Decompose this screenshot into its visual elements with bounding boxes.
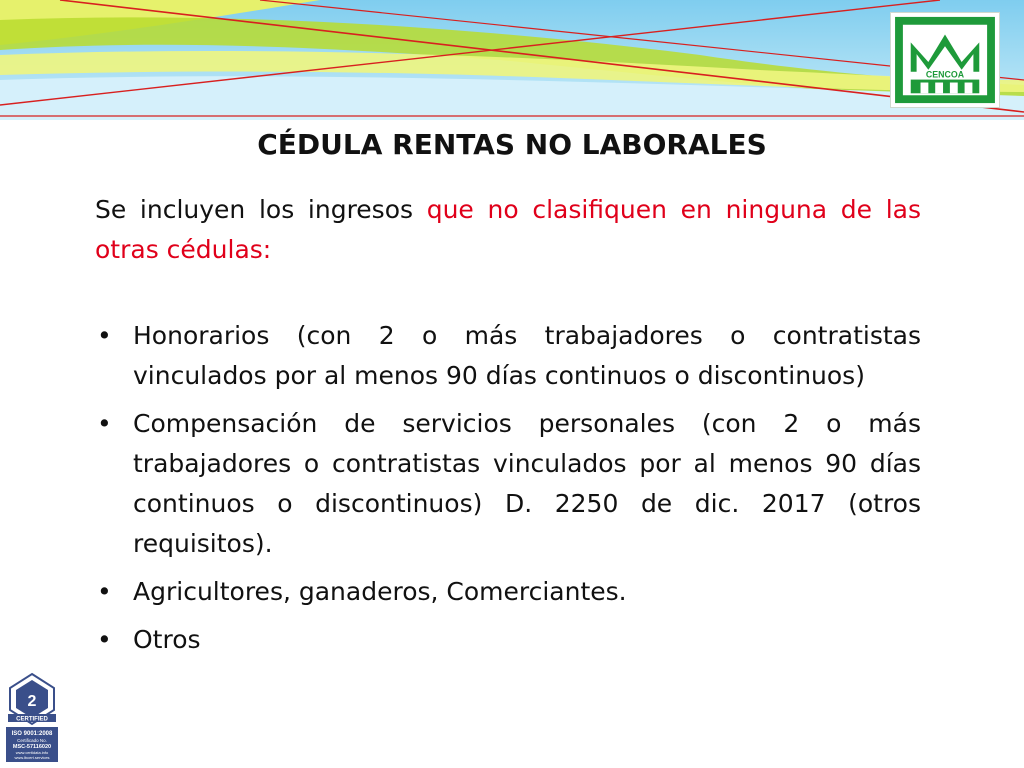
intro-text: Se incluyen los ingresos: [95, 195, 427, 224]
intro-highlight: que no clasifiquen en ninguna de las otras cédulas:: [95, 195, 921, 264]
iso-cert-number: MSC-57116020: [12, 744, 52, 750]
iso-site-1: www.certidata.info: [15, 750, 49, 755]
slide-content: [95, 190, 921, 668]
cencoa-logo-mark: [891, 13, 999, 107]
svg-text:2: 2: [27, 693, 37, 710]
bullet-item: • Honorarios (con 2 o más trabajadores o contratistas vinculados por al menos 90 días continuos o discontinuos): [95, 316, 921, 396]
bullet-item: • Otros: [95, 620, 921, 660]
iso-certification-badge: [4, 670, 60, 764]
bullet-item: • Agricultores, ganaderos, Comerciantes.: [95, 572, 921, 612]
bullet-item: • Compensación de servicios personales (con 2 o más trabajadores o contratistas vinculados por al menos 90 días continuos o discontinuos) D. 2250 de dic. 2017 (otros requisitos).: [95, 404, 921, 564]
logo-text: CENCOA: [925, 69, 965, 80]
header-band: [0, 0, 1024, 120]
cencoa-logo: [890, 12, 1000, 108]
iso-cert-label: Certificado No.: [17, 738, 47, 743]
iso-site-2: www.lbcert.services: [14, 755, 50, 760]
bullet-list: [95, 316, 921, 660]
slide-title: CÉDULA RENTAS NO LABORALES: [257, 128, 767, 161]
iso-certified-label: CERTIFIED: [16, 716, 48, 723]
intro-paragraph: [95, 190, 921, 270]
iso-standard: ISO 9001:2008: [11, 731, 53, 737]
